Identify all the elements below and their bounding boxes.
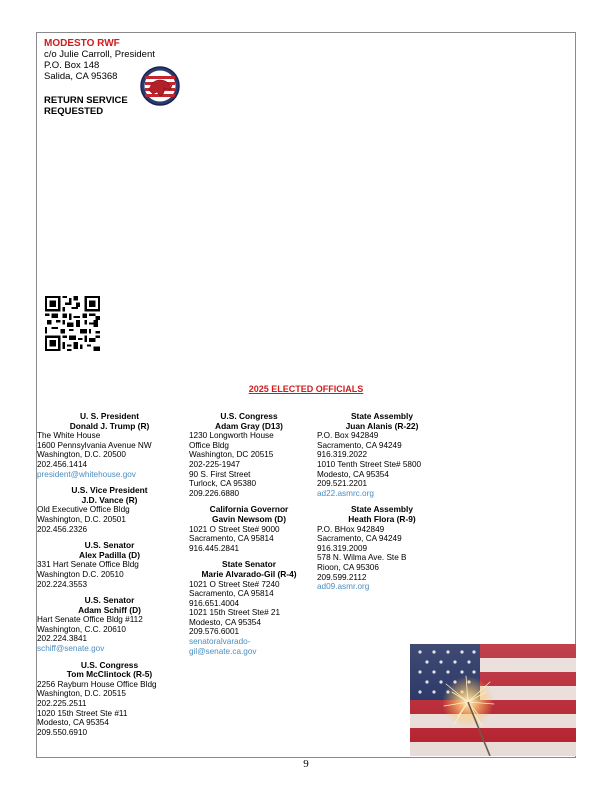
official-name: Tom McClintock (R-5) <box>66 669 153 680</box>
return-service-line: RETURN SERVICE <box>44 95 128 106</box>
official-line: 90 S. First Street <box>189 469 251 479</box>
official-office: State Assembly <box>350 411 414 421</box>
official-line: The White House <box>37 431 101 441</box>
officials-column-1 <box>37 412 182 744</box>
official-entry <box>37 661 182 738</box>
sender-address <box>44 38 155 82</box>
official-entry <box>317 412 447 498</box>
official-entry <box>189 505 309 553</box>
official-entry <box>37 541 182 589</box>
official-line: 1021 O Street Ste# 9000 <box>189 524 280 534</box>
page-number: 9 <box>303 758 309 770</box>
official-line: 202.456.2326 <box>37 524 88 534</box>
official-line: 209.550.6910 <box>37 727 88 737</box>
official-email-link[interactable]: gil@senate.ca.gov <box>189 646 257 656</box>
official-line: 916.445.2841 <box>189 543 240 553</box>
official-line: Rioon, CA 95306 <box>317 562 379 572</box>
qr-code-icon <box>45 296 100 351</box>
official-line: Old Executive Office Bldg <box>37 505 130 515</box>
official-line: Hart Senate Office Bldg #112 <box>37 615 143 625</box>
official-line: 1020 15th Street Ste #11 <box>37 708 128 718</box>
sender-line: P.O. Box 148 <box>44 60 100 71</box>
official-name: Adam Schiff (D) <box>78 604 141 615</box>
official-line: 209.576.6001 <box>189 627 240 637</box>
official-name: J.D. Vance (R) <box>81 494 138 505</box>
official-entry <box>189 412 309 498</box>
official-entry <box>37 412 182 479</box>
official-line: P.O. BHox 942849 <box>317 524 385 534</box>
official-office: U. S. President <box>79 411 140 421</box>
official-line: 1021 O Street Ste# 7240 <box>189 579 280 589</box>
official-line: 209.226.6880 <box>189 488 240 498</box>
official-line: Washington, DC 20515 <box>189 450 274 460</box>
official-website-link[interactable]: ad09.asmr.org <box>317 582 370 592</box>
official-line: Modesto, CA 95354 <box>37 718 109 728</box>
official-line: 209.599.2112 <box>317 572 367 582</box>
official-office: U.S. Senator <box>84 540 135 551</box>
official-line: 1021 15th Street Ste# 21 <box>189 608 281 618</box>
official-line: Sacramento, CA 95814 <box>189 534 274 544</box>
official-office: State Assembly <box>350 504 414 515</box>
official-line: Washington, D.C. 20501 <box>37 514 126 524</box>
return-service-line: REQUESTED <box>44 106 104 117</box>
official-line: 916.319.2022 <box>317 450 368 460</box>
official-line: 202.224.3553 <box>37 579 88 589</box>
officials-column-2 <box>189 412 309 663</box>
official-email-link[interactable]: schiff@senate.gov <box>37 644 105 654</box>
official-line: Sacramento, CA 94249 <box>317 440 402 450</box>
official-line: Washington, C.C. 20610 <box>37 624 126 634</box>
official-email-link[interactable]: president@whitehouse.gov <box>37 469 136 479</box>
official-name: Marie Alvarado-Gil (R-4) <box>201 568 297 579</box>
official-line: Washington, D.C. 20515 <box>37 689 126 699</box>
emblem-icon <box>140 66 180 106</box>
official-line: Office Bldg <box>189 440 229 450</box>
official-office: U.S. Congress <box>80 659 139 670</box>
officials-column-3 <box>317 412 447 599</box>
official-line: Turlock, CA 95380 <box>189 479 257 489</box>
official-line: 202.225.2511 <box>37 699 87 709</box>
official-line: 209.521.2201 <box>317 479 368 489</box>
return-service-notice <box>44 95 154 117</box>
official-name: Adam Gray (D13) <box>215 420 283 431</box>
official-office: State Senator <box>222 559 276 570</box>
official-line: 1230 Longworth House <box>189 431 274 441</box>
official-entry <box>37 486 182 534</box>
official-email-link[interactable]: senatoralvarado- <box>189 637 251 647</box>
official-line: P.O. Box 942849 <box>317 431 379 441</box>
official-line: Modesto, CA 95354 <box>189 617 261 627</box>
section-heading: 2025 ELECTED OFFICIALS <box>248 384 364 394</box>
official-line: Sacramento, CA 95814 <box>189 589 274 599</box>
official-line: 202.224.3841 <box>37 634 88 644</box>
official-website-link[interactable]: ad22.asmrc.org <box>317 488 374 498</box>
official-line: 916.319.2009 <box>317 543 368 553</box>
official-entry <box>189 560 309 656</box>
official-line: 202-225-1947 <box>189 459 240 469</box>
official-line: Washington D.C. 20510 <box>37 569 124 579</box>
official-line: 202.456.1414 <box>37 459 88 469</box>
official-line: 1010 Tenth Street Ste# 5800 <box>317 459 422 469</box>
official-line: Washington, D.C. 20500 <box>37 450 126 460</box>
official-office: U.S. Vice President <box>71 485 148 496</box>
official-line: Modesto, CA 95354 <box>317 469 389 479</box>
official-entry <box>37 596 182 654</box>
official-name: Heath Flora (R-9) <box>348 513 416 524</box>
sender-org: MODESTO RWF <box>44 38 120 49</box>
official-office: California Governor <box>209 504 289 515</box>
sender-line: c/o Julie Carroll, President <box>44 49 155 60</box>
official-line: Sacramento, CA 94249 <box>317 534 402 544</box>
official-entry <box>317 505 447 591</box>
official-name: Alex Padilla (D) <box>79 549 140 560</box>
sender-line: Salida, CA 95368 <box>44 71 118 82</box>
official-name: Juan Alanis (R-22) <box>345 420 419 431</box>
official-line: 331 Hart Senate Office Bldg <box>37 560 139 570</box>
official-line: 1600 Pennsylvania Avenue NW <box>37 440 152 450</box>
official-office: U.S. Senator <box>84 595 135 606</box>
flag-sparkler-image <box>410 644 576 756</box>
official-office: U.S. Congress <box>220 411 278 421</box>
official-line: 578 N. Wilma Ave. Ste B <box>317 553 407 563</box>
official-line: 2256 Rayburn House Office Bldg <box>37 679 157 689</box>
official-line: 916.651.4004 <box>189 598 240 608</box>
official-name: Donald J. Trump (R) <box>69 420 150 431</box>
official-name: Gavin Newsom (D) <box>212 513 286 524</box>
